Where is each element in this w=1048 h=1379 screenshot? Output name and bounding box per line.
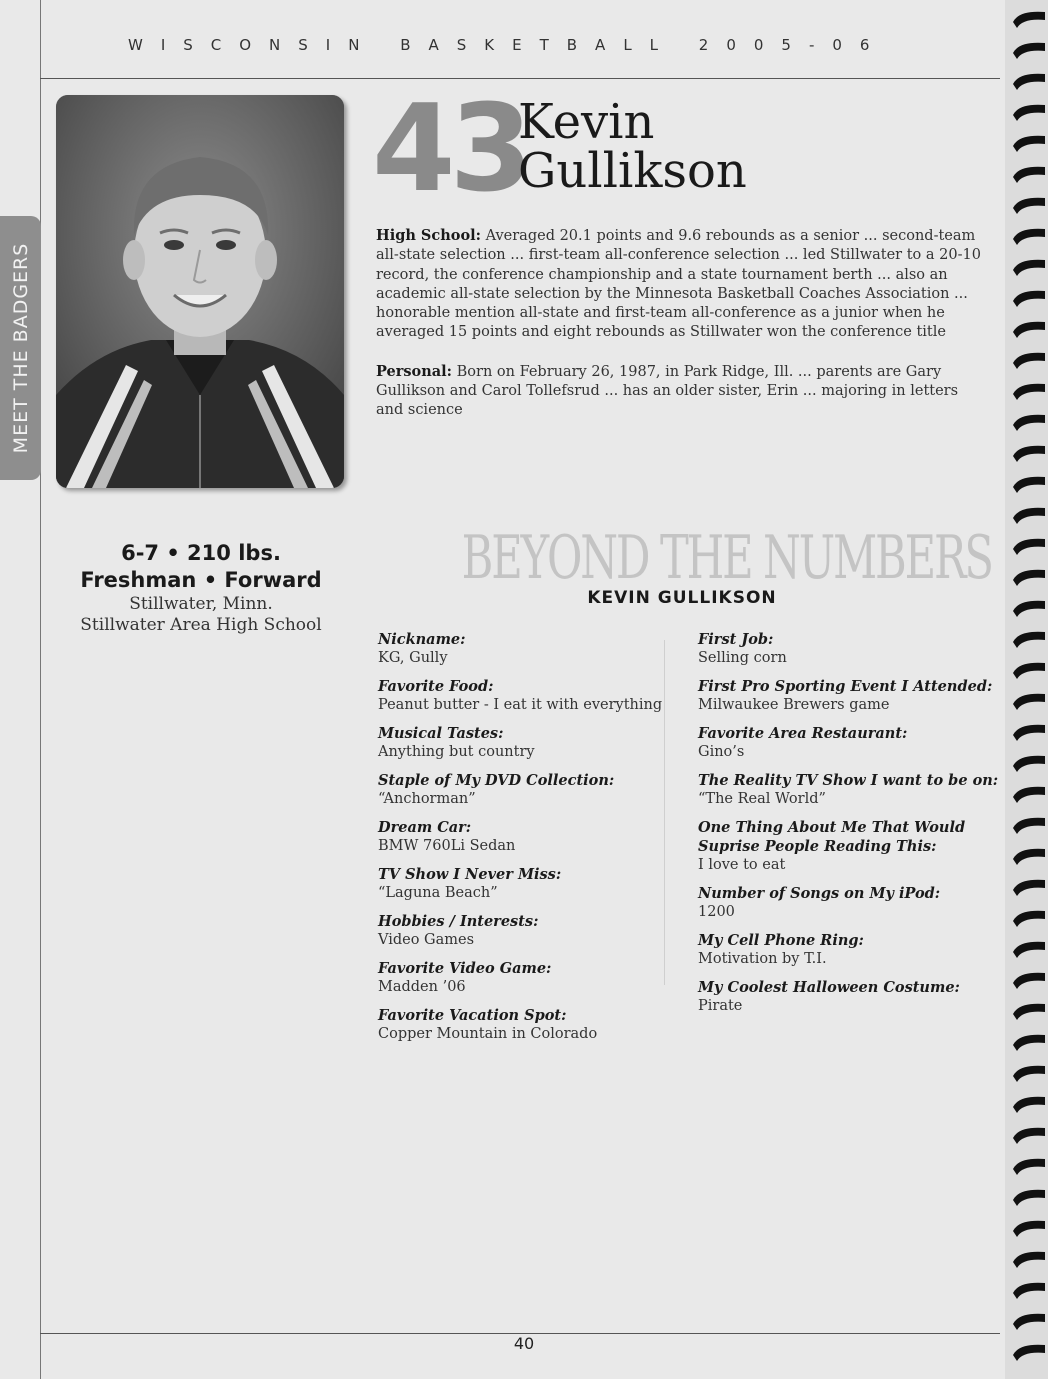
binding-loop bbox=[1013, 632, 1045, 648]
binding-loop bbox=[1013, 1190, 1045, 1206]
qa-answer: KG, Gully bbox=[378, 650, 448, 666]
binding-loop bbox=[1013, 880, 1045, 896]
binding-loop bbox=[1013, 663, 1045, 679]
qa-question: Hobbies / Interests: bbox=[378, 913, 539, 930]
qa-item bbox=[698, 931, 1003, 969]
qa-column-right bbox=[698, 630, 1003, 1025]
binding-loop bbox=[1013, 1283, 1045, 1299]
binding-loop bbox=[1013, 508, 1045, 524]
qa-question: TV Show I Never Miss: bbox=[378, 866, 562, 883]
qa-question: Musical Tastes: bbox=[378, 725, 504, 742]
binding-loop bbox=[1013, 12, 1045, 28]
binding-loop bbox=[1013, 973, 1045, 989]
high-school-paragraph bbox=[376, 226, 988, 343]
qa-item bbox=[378, 912, 683, 950]
qa-question: The Reality TV Show I want to be on: bbox=[698, 772, 999, 789]
binding-loop bbox=[1013, 1159, 1045, 1175]
high-school-text: Averaged 20.1 points and 9.6 rebounds as a senior ... second-team all-state selection ... first-team all-conference selection ... led Stillwater to a 20-10 record, the conference championship and a state tournament berth ... also an academic all-state selection by the Minnesota Basketball Coaches Association ... honorable mention all-state and first-team all-conference as a junior when he averaged 15 points and eight rebounds as Stillwater won the conference title bbox=[376, 228, 981, 341]
qa-item bbox=[698, 978, 1003, 1016]
high-school-name: Stillwater Area High School bbox=[80, 615, 322, 635]
binding-loop bbox=[1013, 756, 1045, 772]
binding-loop bbox=[1013, 105, 1045, 121]
qa-answer: Madden ’06 bbox=[378, 979, 466, 995]
binding-loop bbox=[1013, 694, 1045, 710]
binding-loop bbox=[1013, 1314, 1045, 1330]
qa-answer: I love to eat bbox=[698, 857, 786, 873]
binding-loop bbox=[1013, 570, 1045, 586]
qa-question: Favorite Vacation Spot: bbox=[378, 1007, 567, 1024]
player-name bbox=[518, 94, 747, 199]
jersey-number: 43 bbox=[372, 80, 527, 219]
binding-loop bbox=[1013, 415, 1045, 431]
qa-item bbox=[378, 630, 683, 668]
column-divider bbox=[664, 640, 665, 985]
qa-answer: “The Real World” bbox=[698, 791, 826, 807]
binding-loop bbox=[1013, 384, 1045, 400]
binding-loop bbox=[1013, 911, 1045, 927]
qa-answer: BMW 760Li Sedan bbox=[378, 838, 516, 854]
binding-loop bbox=[1013, 849, 1045, 865]
binding-loop bbox=[1013, 198, 1045, 214]
qa-answer: Milwaukee Brewers game bbox=[698, 697, 890, 713]
qa-answer: Selling corn bbox=[698, 650, 787, 666]
qa-column-left bbox=[378, 630, 683, 1053]
section-tab bbox=[0, 216, 41, 480]
binding-loop bbox=[1013, 1004, 1045, 1020]
qa-question: Favorite Video Game: bbox=[378, 960, 552, 977]
qa-answer: Video Games bbox=[378, 932, 475, 948]
class-position: Freshman • Forward bbox=[80, 568, 322, 592]
binding-loop bbox=[1013, 1066, 1045, 1082]
section-tab-label: MEET THE BADGERS bbox=[9, 242, 32, 454]
binding-loop bbox=[1013, 942, 1045, 958]
qa-answer: 1200 bbox=[698, 904, 735, 920]
binding-loop bbox=[1013, 260, 1045, 276]
binding-loop bbox=[1013, 601, 1045, 617]
qa-item bbox=[698, 771, 1003, 809]
running-head: WISCONSIN BASKETBALL 2005-06 bbox=[128, 36, 888, 54]
qa-answer: “Laguna Beach” bbox=[378, 885, 498, 901]
player-photo bbox=[56, 95, 344, 488]
qa-item bbox=[698, 818, 1003, 875]
binding-loop bbox=[1013, 446, 1045, 462]
binding-loop bbox=[1013, 818, 1045, 834]
high-school-label: High School: bbox=[376, 227, 481, 244]
qa-item bbox=[698, 884, 1003, 922]
qa-answer: Anything but country bbox=[378, 744, 535, 760]
binding-loop bbox=[1013, 229, 1045, 245]
qa-item bbox=[378, 865, 683, 903]
binding-loop bbox=[1013, 74, 1045, 90]
personal-label: Personal: bbox=[376, 362, 453, 380]
left-border-line bbox=[40, 0, 41, 1379]
qa-answer: Peanut butter - I eat it with everything bbox=[378, 697, 663, 713]
qa-item bbox=[698, 630, 1003, 668]
personal-text: Born on February 26, 1987, in Park Ridge, Ill. ... parents are Gary Gullikson and Carol Tollefsrud ... has an older sister, Erin ... majoring in letters and science bbox=[376, 363, 959, 419]
qa-question: One Thing About Me That Would Suprise People Reading This: bbox=[698, 819, 966, 855]
qa-item bbox=[378, 724, 683, 762]
qa-question: Nickname: bbox=[378, 631, 466, 648]
binding-loop bbox=[1013, 291, 1045, 307]
qa-item bbox=[378, 677, 683, 715]
qa-answer: Copper Mountain in Colorado bbox=[378, 1026, 598, 1042]
qa-item bbox=[698, 724, 1003, 762]
player-first-name: Kevin bbox=[518, 94, 655, 150]
qa-question: My Coolest Halloween Costume: bbox=[698, 979, 960, 996]
qa-item bbox=[378, 771, 683, 809]
player-bio bbox=[376, 226, 988, 440]
qa-question: Favorite Food: bbox=[378, 678, 494, 695]
height-weight: 6-7 • 210 lbs. bbox=[121, 541, 281, 565]
qa-question: Staple of My DVD Collection: bbox=[378, 772, 615, 789]
qa-question: Favorite Area Restaurant: bbox=[698, 725, 908, 742]
player-last-name: Gullikson bbox=[518, 143, 747, 199]
binding-loop bbox=[1013, 322, 1045, 338]
beyond-the-numbers-title: BEYOND THE NUMBERS bbox=[461, 523, 992, 593]
binding-loop bbox=[1013, 1252, 1045, 1268]
qa-item bbox=[698, 677, 1003, 715]
qa-item bbox=[378, 959, 683, 997]
qa-question: First Job: bbox=[698, 631, 774, 648]
qa-item bbox=[378, 1006, 683, 1044]
beyond-the-numbers-subtitle: KEVIN GULLIKSON bbox=[587, 588, 777, 608]
binding-loop bbox=[1013, 1128, 1045, 1144]
qa-question: My Cell Phone Ring: bbox=[698, 932, 864, 949]
binding-loop bbox=[1013, 725, 1045, 741]
qa-answer: Gino’s bbox=[698, 744, 745, 760]
binding-loop bbox=[1013, 787, 1045, 803]
binding-loop bbox=[1013, 539, 1045, 555]
qa-answer: Pirate bbox=[698, 998, 743, 1014]
binding-loop bbox=[1013, 136, 1045, 152]
page-number: 40 bbox=[513, 1334, 535, 1353]
binding-loop bbox=[1013, 353, 1045, 369]
binding-loop bbox=[1013, 1035, 1045, 1051]
binding-loop bbox=[1013, 1097, 1045, 1113]
binding-loop bbox=[1013, 1345, 1045, 1361]
binding-loop bbox=[1013, 477, 1045, 493]
header-rule bbox=[40, 78, 1000, 79]
binding-loop bbox=[1013, 43, 1045, 59]
personal-paragraph bbox=[376, 362, 988, 421]
qa-item bbox=[378, 818, 683, 856]
player-vitals bbox=[56, 540, 346, 636]
qa-answer: Motivation by T.I. bbox=[698, 951, 827, 967]
hometown: Stillwater, Minn. bbox=[129, 594, 273, 614]
player-portrait-image bbox=[56, 95, 344, 488]
spiral-binding bbox=[1005, 0, 1048, 1379]
binding-loop bbox=[1013, 1221, 1045, 1237]
qa-question: Dream Car: bbox=[378, 819, 472, 836]
binding-loop bbox=[1013, 167, 1045, 183]
qa-question: First Pro Sporting Event I Attended: bbox=[698, 678, 993, 695]
qa-question: Number of Songs on My iPod: bbox=[698, 885, 941, 902]
qa-answer: “Anchorman” bbox=[378, 791, 476, 807]
